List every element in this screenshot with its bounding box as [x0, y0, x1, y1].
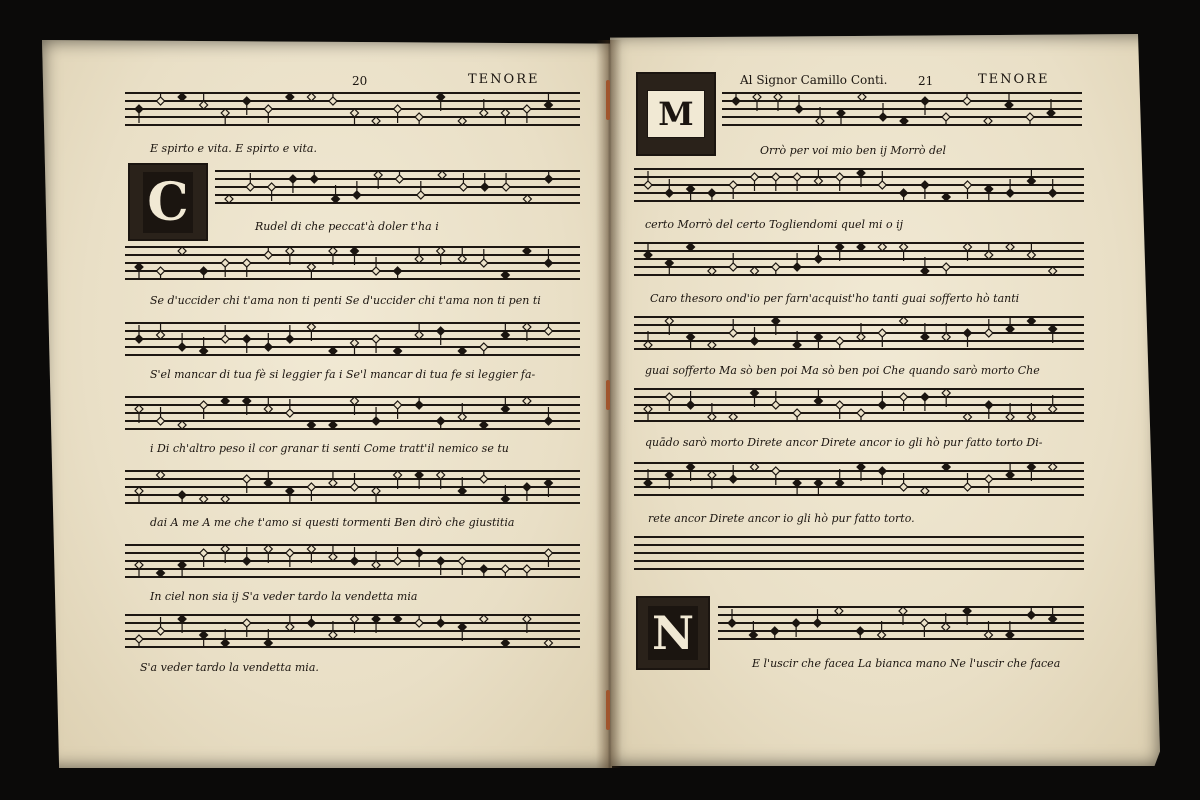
note-glyph	[329, 469, 337, 487]
music-staff	[125, 246, 580, 280]
note-glyph	[372, 615, 380, 633]
note-glyph	[1005, 91, 1013, 109]
dedication: Al Signor Camillo Conti.	[740, 73, 888, 87]
lyric-line: Rudel di che peccat'à doler t'ha i	[255, 220, 439, 233]
note-glyph	[523, 615, 531, 633]
note-glyph	[286, 549, 294, 567]
note-glyph	[1047, 99, 1055, 117]
music-staff	[125, 396, 580, 430]
note-glyph	[729, 465, 737, 483]
note-glyph	[964, 243, 972, 261]
note-glyph	[178, 615, 186, 633]
note-glyph	[1006, 403, 1014, 421]
note-glyph	[286, 325, 294, 343]
note-glyph	[751, 327, 759, 345]
note-glyph	[264, 629, 272, 647]
note-glyph	[372, 335, 380, 353]
note-glyph	[1027, 463, 1035, 481]
note-glyph	[544, 549, 552, 567]
note-glyph	[774, 93, 782, 111]
note-glyph	[243, 547, 251, 565]
note-glyph	[458, 245, 466, 263]
note-glyph	[942, 613, 950, 631]
note-glyph	[878, 467, 886, 485]
note-glyph	[415, 549, 423, 567]
music-staff	[718, 606, 1084, 640]
note-glyph	[135, 487, 143, 505]
lyric-line: dai A me A me che t'amo si questi tormenti Ben dirò che giustitia	[150, 516, 515, 529]
note-glyph	[351, 247, 359, 265]
decorated-initial-c	[128, 163, 208, 241]
note-glyph	[665, 393, 673, 411]
note-glyph	[1006, 621, 1014, 639]
note-glyph	[264, 333, 272, 351]
note-glyph	[200, 401, 208, 419]
note-glyph	[814, 387, 822, 405]
note-glyph	[243, 97, 251, 115]
notes	[125, 246, 580, 280]
notes	[215, 170, 580, 204]
note-glyph	[329, 543, 337, 561]
note-glyph	[307, 323, 315, 341]
initial-letter: M	[647, 90, 704, 138]
note-glyph	[200, 549, 208, 567]
lyric-line: S'a veder tardo la vendetta mia.	[140, 661, 319, 674]
note-glyph	[920, 619, 928, 637]
note-glyph	[501, 485, 509, 503]
note-glyph	[857, 463, 865, 481]
notes	[125, 396, 580, 430]
notes	[125, 92, 580, 126]
page-number-left: 20	[352, 74, 368, 88]
note-glyph	[329, 621, 337, 639]
lyric-line: S'el mancar di tua fè si leggier fa i Se'l mancar di tua fe si leggier fa-	[150, 368, 536, 381]
note-glyph	[879, 103, 887, 121]
note-glyph	[665, 471, 673, 489]
notes	[125, 322, 580, 356]
note-glyph	[289, 175, 297, 193]
note-glyph	[985, 319, 993, 337]
note-glyph	[964, 473, 972, 491]
binding-thread	[606, 80, 610, 120]
note-glyph	[135, 325, 143, 343]
lyric-line: E spirto e vita. E spirto e vita.	[150, 142, 317, 155]
music-staff	[215, 170, 580, 204]
note-glyph	[900, 473, 908, 491]
note-glyph	[178, 561, 186, 579]
lyric-line: E l'uscir che facea La bianca mano Ne l'uscir che facea	[752, 657, 1061, 670]
note-glyph	[437, 93, 445, 111]
note-glyph	[793, 173, 801, 191]
note-glyph	[221, 109, 229, 127]
note-glyph	[480, 249, 488, 267]
note-glyph	[221, 325, 229, 343]
music-staff	[125, 470, 580, 504]
note-glyph	[921, 393, 929, 411]
note-glyph	[878, 329, 886, 347]
note-glyph	[687, 333, 695, 351]
note-glyph	[772, 317, 780, 335]
note-glyph	[687, 463, 695, 481]
note-glyph	[157, 617, 165, 635]
note-glyph	[772, 391, 780, 409]
music-staff	[125, 92, 580, 126]
note-glyph	[836, 243, 844, 261]
note-glyph	[708, 471, 716, 489]
note-glyph	[687, 391, 695, 409]
note-glyph	[795, 95, 803, 113]
note-glyph	[307, 545, 315, 563]
note-glyph	[665, 317, 673, 335]
note-glyph	[921, 257, 929, 275]
notes	[634, 168, 1084, 202]
note-glyph	[246, 173, 254, 191]
note-glyph	[437, 247, 445, 265]
note-glyph	[286, 247, 294, 265]
note-glyph	[200, 337, 208, 355]
music-staff	[722, 92, 1082, 126]
note-glyph	[200, 631, 208, 649]
note-glyph	[351, 547, 359, 565]
note-glyph	[415, 245, 423, 263]
note-glyph	[665, 179, 673, 197]
note-glyph	[394, 105, 402, 123]
note-glyph	[372, 257, 380, 275]
note-glyph	[544, 249, 552, 267]
note-glyph	[286, 487, 294, 505]
note-glyph	[243, 619, 251, 637]
note-glyph	[1006, 179, 1014, 197]
note-glyph	[351, 397, 359, 415]
note-glyph	[243, 475, 251, 493]
note-glyph	[264, 469, 272, 487]
note-glyph	[544, 407, 552, 425]
note-glyph	[480, 99, 488, 117]
notes	[634, 316, 1084, 350]
lyric-line: Se d'uccider chi t'ama non ti penti Se d'uccider chi t'ama non ti pen ti	[150, 294, 541, 307]
note-glyph	[243, 335, 251, 353]
note-glyph	[836, 173, 844, 191]
notes	[125, 470, 580, 504]
note-glyph	[394, 401, 402, 419]
note-glyph	[644, 469, 652, 487]
note-glyph	[415, 321, 423, 339]
note-glyph	[921, 323, 929, 341]
lyric-line: In ciel non sia ij S'a veder tardo la vendetta mia	[150, 590, 418, 603]
note-glyph	[307, 483, 315, 501]
note-glyph	[268, 183, 276, 201]
note-glyph	[644, 331, 652, 349]
note-glyph	[985, 401, 993, 419]
note-glyph	[544, 479, 552, 497]
page-number-right: 21	[918, 74, 934, 88]
note-glyph	[644, 241, 652, 259]
note-glyph	[502, 173, 510, 191]
note-glyph	[751, 173, 759, 191]
note-glyph	[921, 181, 929, 199]
note-glyph	[544, 91, 552, 109]
note-glyph	[985, 241, 993, 259]
note-glyph	[793, 331, 801, 349]
note-glyph	[501, 395, 509, 413]
note-glyph	[857, 169, 865, 187]
note-glyph	[665, 259, 673, 277]
note-glyph	[814, 609, 822, 627]
note-glyph	[644, 405, 652, 423]
note-glyph	[878, 621, 886, 639]
note-glyph	[286, 399, 294, 417]
note-glyph	[501, 109, 509, 127]
note-glyph	[523, 105, 531, 123]
lyric-line: rete ancor Direte ancor io gli hò pur fatto torto.	[648, 512, 915, 525]
note-glyph	[157, 407, 165, 425]
music-staff	[634, 242, 1084, 276]
note-glyph	[963, 607, 971, 625]
note-glyph	[964, 329, 972, 347]
music-staff	[634, 462, 1084, 496]
lyric-line: i Di ch'altro peso il cor granar ti senti Come tratt'il nemico se tu	[150, 442, 509, 455]
music-staff	[125, 614, 580, 648]
initial-letter: N	[648, 606, 698, 660]
note-glyph	[878, 171, 886, 189]
note-glyph	[523, 323, 531, 341]
music-staff	[125, 544, 580, 578]
note-glyph	[921, 97, 929, 115]
note-glyph	[1027, 241, 1035, 259]
lyric-line: Orrò per voi mio ben ij Morrò del	[760, 144, 947, 157]
note-glyph	[814, 333, 822, 351]
note-glyph	[458, 623, 466, 641]
note-glyph	[307, 263, 315, 281]
note-glyph	[878, 391, 886, 409]
binding-thread	[606, 380, 610, 410]
binding-thread	[606, 690, 610, 730]
note-glyph	[417, 181, 425, 199]
note-glyph	[264, 105, 272, 123]
note-glyph	[501, 321, 509, 339]
note-glyph	[687, 185, 695, 203]
note-glyph	[728, 609, 736, 627]
note-glyph	[814, 479, 822, 497]
note-glyph	[459, 173, 467, 191]
note-glyph	[157, 321, 165, 339]
note-glyph	[836, 469, 844, 487]
note-glyph	[816, 107, 824, 125]
note-glyph	[221, 545, 229, 563]
note-glyph	[221, 259, 229, 277]
note-glyph	[332, 185, 340, 203]
note-glyph	[372, 407, 380, 425]
part-name-right: TENORE	[978, 72, 1050, 87]
note-glyph	[264, 395, 272, 413]
note-glyph	[729, 319, 737, 337]
lyric-line: certo Morrò del certo Togliendomi quel mi o ij	[645, 218, 904, 231]
note-glyph	[1027, 403, 1035, 421]
decorated-initial-m	[636, 72, 716, 156]
note-glyph	[458, 477, 466, 495]
note-glyph	[243, 397, 251, 415]
note-glyph	[286, 613, 294, 631]
note-glyph	[135, 263, 143, 281]
note-glyph	[351, 109, 359, 127]
note-glyph	[1027, 167, 1035, 185]
notes	[125, 544, 580, 578]
notes	[634, 462, 1084, 496]
note-glyph	[729, 181, 737, 199]
note-glyph	[437, 471, 445, 489]
note-glyph	[415, 471, 423, 489]
note-glyph	[836, 401, 844, 419]
note-glyph	[793, 479, 801, 497]
note-glyph	[135, 561, 143, 579]
note-glyph	[857, 323, 865, 341]
note-glyph	[1049, 605, 1057, 623]
music-staff	[634, 388, 1084, 422]
note-glyph	[135, 405, 143, 423]
music-staff	[634, 168, 1084, 202]
note-glyph	[985, 185, 993, 203]
note-glyph	[178, 333, 186, 351]
notes	[718, 606, 1084, 640]
note-glyph	[942, 389, 950, 407]
note-glyph	[221, 629, 229, 647]
notes	[125, 614, 580, 648]
empty-staff	[634, 536, 1084, 570]
note-glyph	[792, 619, 800, 637]
note-glyph	[523, 483, 531, 501]
note-glyph	[751, 389, 759, 407]
music-staff	[125, 322, 580, 356]
note-glyph	[900, 393, 908, 411]
note-glyph	[753, 93, 761, 111]
note-glyph	[458, 557, 466, 575]
note-glyph	[329, 247, 337, 265]
note-glyph	[1049, 179, 1057, 197]
note-glyph	[899, 607, 907, 625]
note-glyph	[942, 323, 950, 341]
note-glyph	[814, 167, 822, 185]
note-glyph	[772, 173, 780, 191]
notes	[634, 242, 1084, 276]
note-glyph	[243, 259, 251, 277]
note-glyph	[481, 173, 489, 191]
lyric-line: guai sofferto Ma sò ben poi Ma sò ben poi Che quando sarò morto Che	[645, 364, 1040, 377]
note-glyph	[900, 243, 908, 261]
note-glyph	[985, 621, 993, 639]
note-glyph	[372, 487, 380, 505]
note-glyph	[729, 253, 737, 271]
note-glyph	[1049, 325, 1057, 343]
note-glyph	[394, 547, 402, 565]
note-glyph	[437, 327, 445, 345]
note-glyph	[1006, 461, 1014, 479]
decorated-initial-n	[636, 596, 710, 670]
note-glyph	[837, 109, 845, 127]
note-glyph	[264, 545, 272, 563]
note-glyph	[353, 181, 361, 199]
note-glyph	[394, 471, 402, 489]
note-glyph	[708, 403, 716, 421]
note-glyph	[351, 473, 359, 491]
note-glyph	[351, 615, 359, 633]
note-glyph	[772, 467, 780, 485]
note-glyph	[1006, 315, 1014, 333]
note-glyph	[372, 551, 380, 569]
part-name-left: TENORE	[468, 72, 540, 87]
note-glyph	[985, 475, 993, 493]
note-glyph	[374, 171, 382, 189]
note-glyph	[644, 171, 652, 189]
note-glyph	[458, 403, 466, 421]
note-glyph	[749, 621, 757, 639]
note-glyph	[200, 91, 208, 109]
note-glyph	[1049, 395, 1057, 413]
note-glyph	[964, 181, 972, 199]
music-staff	[634, 316, 1084, 350]
notes	[634, 388, 1084, 422]
note-glyph	[135, 105, 143, 123]
note-glyph	[437, 557, 445, 575]
initial-letter: C	[143, 172, 192, 233]
note-glyph	[793, 253, 801, 271]
lyric-line: quādo sarò morto Direte ancor Direte ancor io gli hò pur fatto torto Di-	[645, 436, 1043, 449]
notes	[722, 92, 1082, 126]
note-glyph	[351, 339, 359, 357]
note-glyph	[814, 245, 822, 263]
lyric-line: Caro thesoro ond'io per farn'acquist'ho tanti guai sofferto hò tanti	[650, 292, 1020, 305]
